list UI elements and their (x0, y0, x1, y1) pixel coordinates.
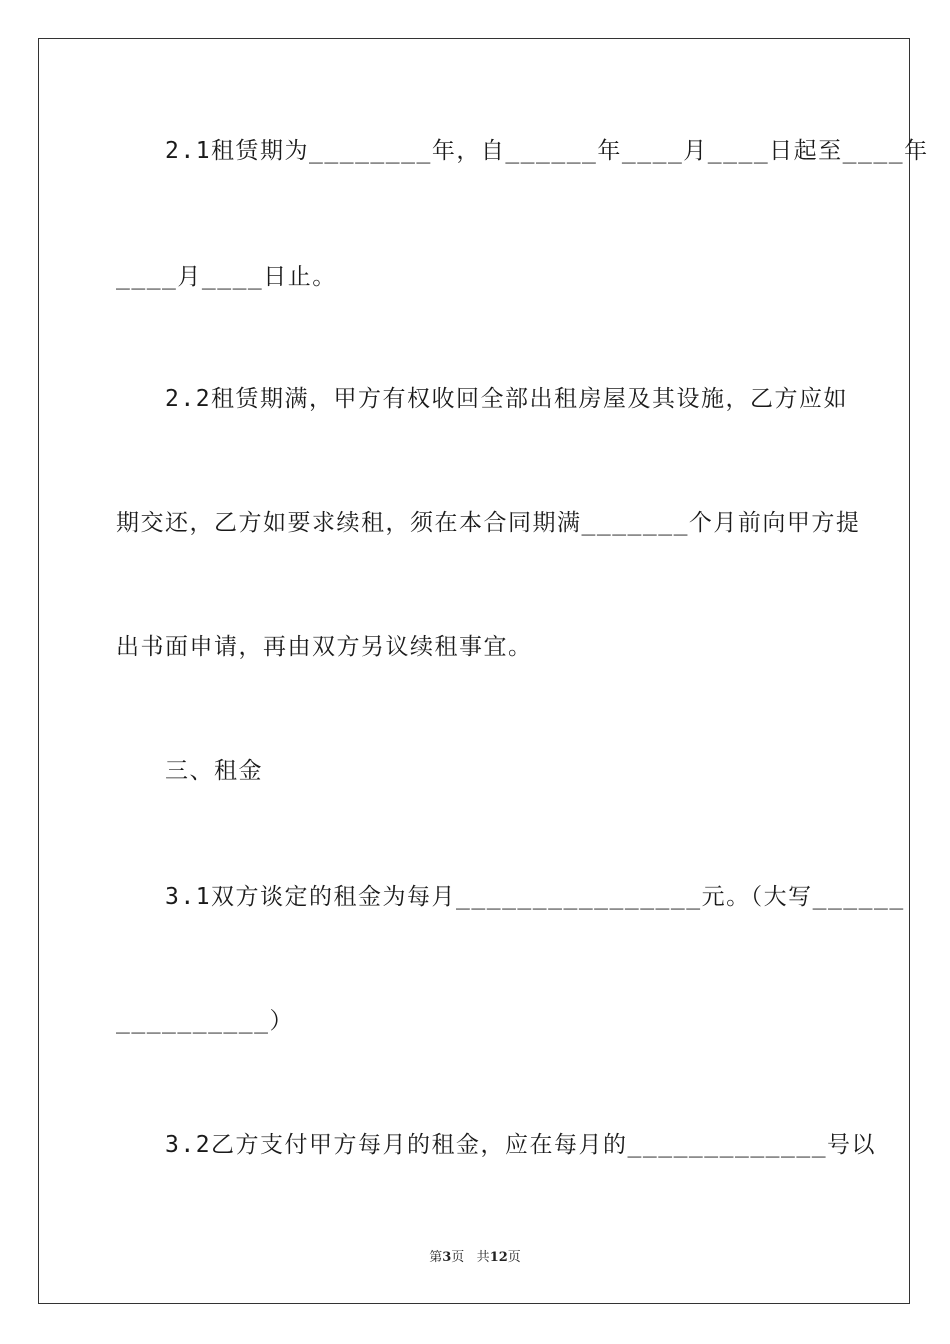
footer-total-pages: 12 (489, 1250, 508, 1265)
footer-total-suffix: 页 (507, 1250, 521, 1265)
footer-page-number: 3 (442, 1250, 452, 1265)
clause-2-2-line-1: 2.2租赁期满，甲方有权收回全部出租房屋及其设施，乙方应如 (116, 386, 849, 412)
footer-page-prefix: 第 (429, 1250, 443, 1265)
page-border (38, 38, 929, 1304)
clause-3-1-line-2: __________） (116, 1008, 294, 1034)
clause-2-2-line-3: 出书面申请，再由双方另议续租事宜。 (116, 634, 533, 660)
page-footer (0, 1246, 950, 1265)
clause-3-2-line-1: 3.2乙方支付甲方每月的租金，应在每月的_____________号以 (116, 1132, 877, 1158)
footer-page-suffix: 页 (451, 1250, 465, 1265)
clause-2-1-line-2: ____月____日止。 (116, 264, 337, 290)
clause-2-1-line-1: 2.1租赁期为________年，自______年____月____日起至____年 (116, 138, 929, 164)
section-heading-rent: 三、租金 (116, 758, 263, 784)
clause-3-1-line-1: 3.1双方谈定的租金为每月________________元。（大写______ (116, 884, 905, 910)
footer-total-prefix: 共 (476, 1250, 490, 1265)
clause-2-2-line-2: 期交还，乙方如要求续租，须在本合同期满_______个月前向甲方提 (116, 510, 861, 536)
